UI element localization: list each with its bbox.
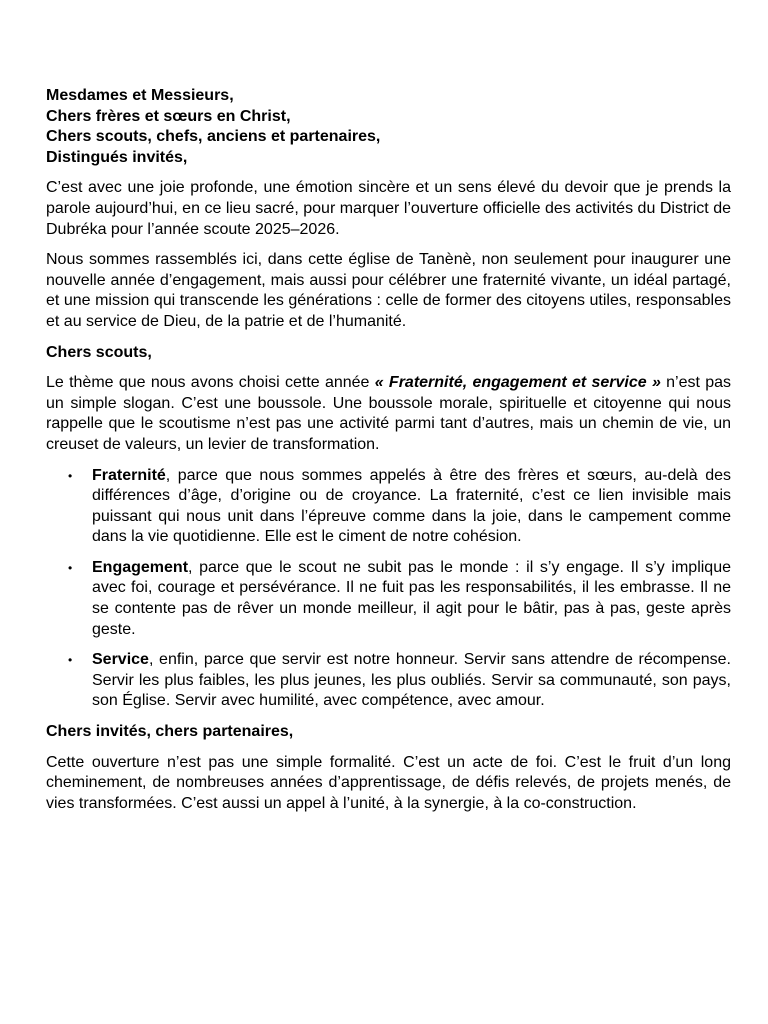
theme-intro-text: Le thème que nous avons choisi cette année — [46, 374, 375, 392]
theme-title: « Fraternité, engagement et service » — [374, 374, 661, 392]
value-term: Fraternité — [92, 466, 166, 484]
salutations-block — [46, 86, 731, 168]
document-page — [46, 86, 731, 824]
value-description: , parce que le scout ne subit pas le monde : il s’y engage. Il s’y implique avec foi, courage et persévérance. Il ne fuit pas les responsabilités, il les embrasse. Il ne se contente pas de rêver un monde meilleur, il agit pour le bâtir, pas à pas, geste après geste. — [92, 558, 731, 638]
opening-paragraph: C’est avec une joie profonde, une émotion sincère et un sens élevé du devoir que je prends la parole aujourd’hui, en ce lieu sacré, pour marquer l’ouverture officielle des activités du District de Dubréka pour l’année scoute 2025–2026. — [46, 179, 731, 238]
value-description: , parce que nous sommes appelés à être des frères et sœurs, au-delà des différences d’âge, d’origine ou de croyance. La fraternité, c’est ce lien invisible mais puissant qui nous unit dans l’épreuve comme dans la joie, dans le campement comme dans la vie quotidienne. Elle est le ciment de notre cohésion. — [92, 466, 731, 546]
salutation-line: Chers scouts, chefs, anciens et partenaires, — [46, 128, 381, 146]
value-term: Engagement — [92, 558, 189, 576]
salutation-line: Chers frères et sœurs en Christ, — [46, 107, 291, 125]
value-description: , enfin, parce que servir est notre honneur. Servir sans attendre de récompense. Servir les plus faibles, les plus jeunes, les plus oubliés. Servir sa communauté, son pays, son Église. Servir avec humilité, avec compétence, avec amour. — [92, 651, 731, 710]
closing-paragraph: Cette ouverture n’est pas une simple formalité. C’est un acte de foi. C’est le fruit d’un long cheminement, de nombreuses années d’apprentissage, de défis relevés, de projets menés, de vies transformées. C’est aussi un appel à l’unité, à la synergie, à la co-construction. — [46, 753, 731, 812]
bullet-icon: • — [68, 468, 73, 483]
bullet-icon: • — [68, 653, 73, 668]
value-term: Service — [92, 651, 149, 669]
list-item-service — [46, 650, 731, 712]
heading-guests: Chers invités, chers partenaires, — [46, 723, 294, 741]
salutation-line: Distingués invités, — [46, 148, 188, 166]
theme-paragraph — [46, 373, 731, 455]
values-list — [46, 466, 731, 713]
bullet-icon: • — [68, 560, 73, 575]
heading-scouts: Chers scouts, — [46, 343, 152, 361]
list-item-fraternite — [46, 466, 731, 548]
salutation-line: Mesdames et Messieurs, — [46, 87, 234, 104]
gathering-paragraph: Nous sommes rassemblés ici, dans cette église de Tanènè, non seulement pour inaugurer une nouvelle année d’engagement, mais aussi pour célébrer une fraternité vivante, un idéal partagé, et une mission qui transcende les générations : celle de former des citoyens utiles, responsables et au service de Dieu, de la patrie et de l’humanité. — [46, 251, 731, 330]
list-item-engagement — [46, 558, 731, 640]
theme-description-text: n’est pas un simple slogan. C’est une boussole. Une boussole morale, spirituelle et citoyenne qui nous rappelle que le scoutisme n’est pas une activité parmi tant d’autres, mais un chemin de vie, un creuset de valeurs, un levier de transformation. — [46, 374, 732, 453]
